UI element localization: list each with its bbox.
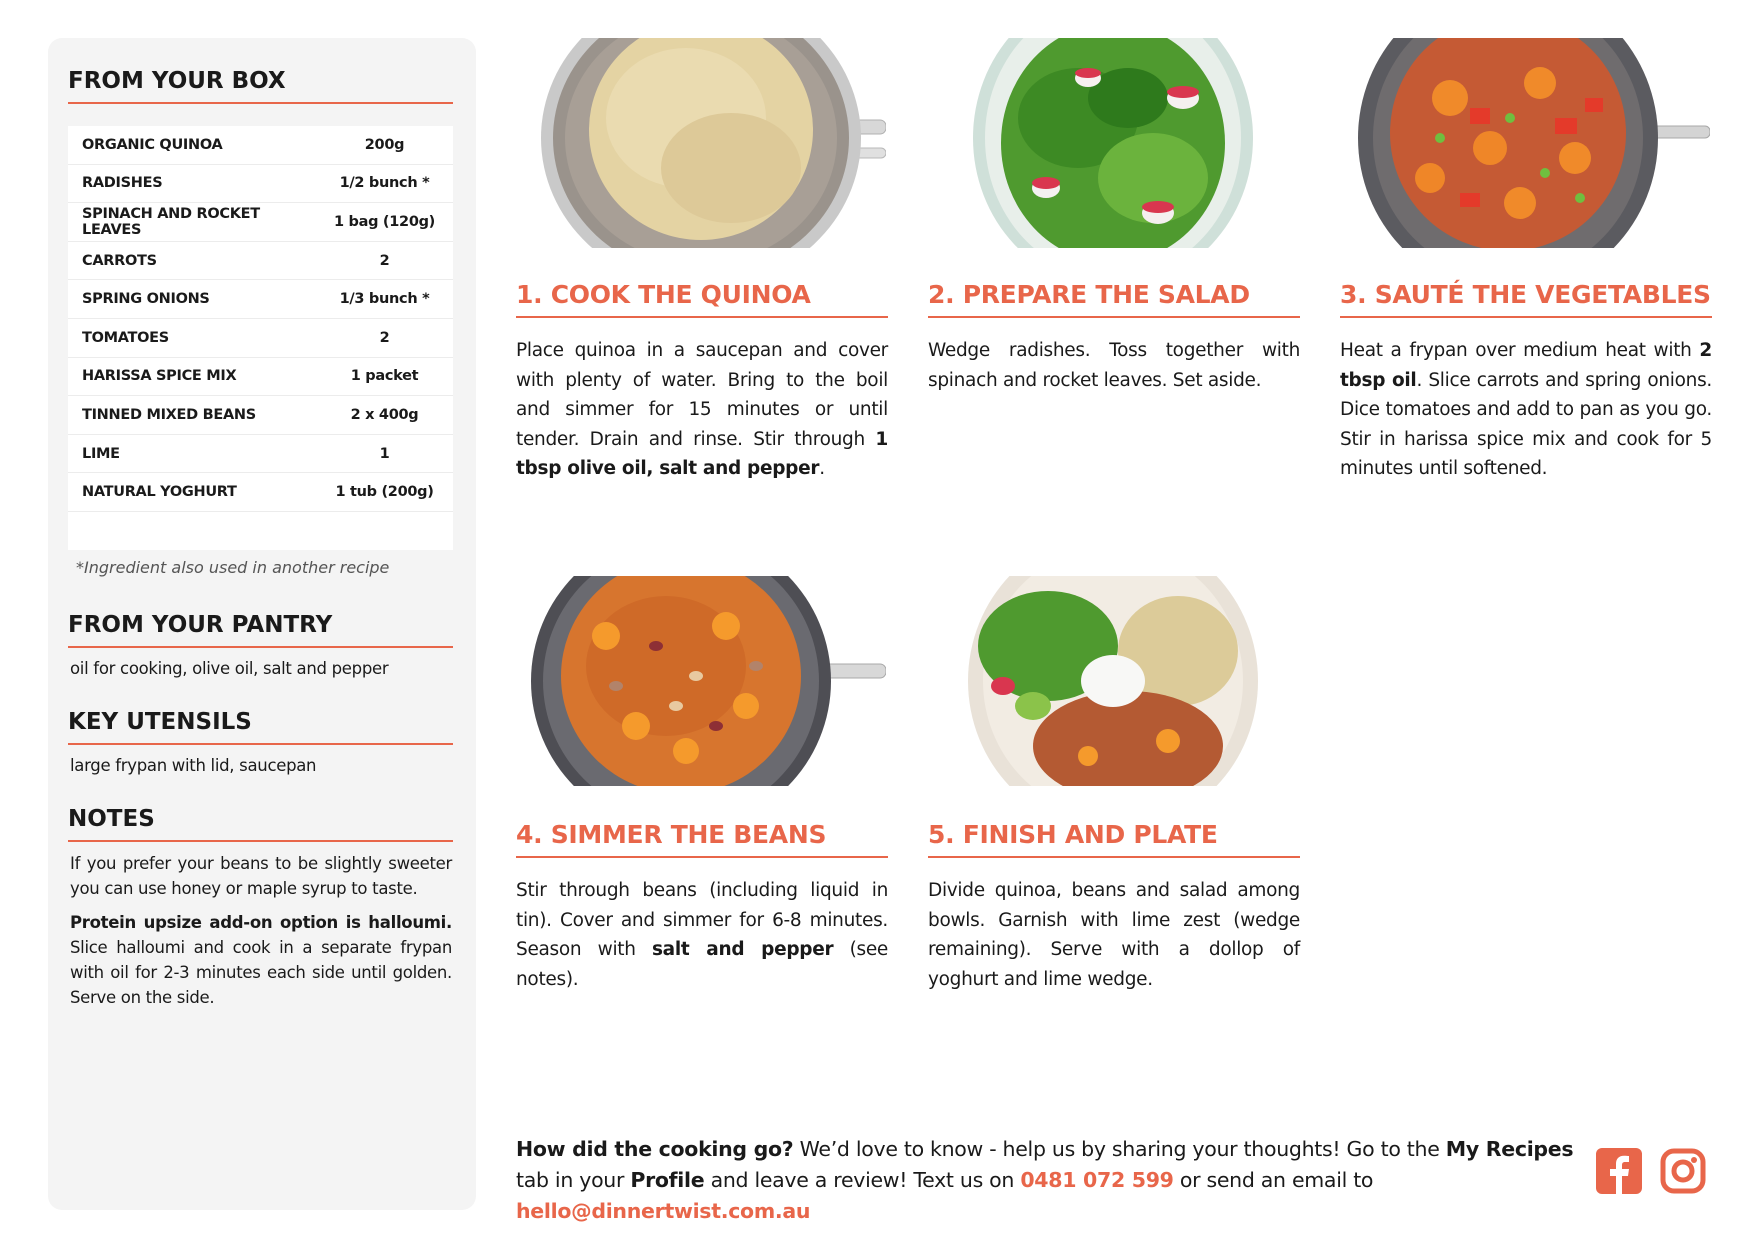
phone-link[interactable]: 0481 072 599 — [1020, 1168, 1174, 1192]
ingredient-row — [68, 165, 453, 204]
ingredient-row — [68, 203, 453, 242]
ingredient-row — [68, 396, 453, 435]
note-halloumi-text: Slice halloumi and cook in a separate frypan with oil for 2-3 minutes each side until golden. Serve on the side. — [70, 938, 452, 1007]
step-2-title: 2. PREPARE THE SALAD — [928, 280, 1300, 318]
ingredient-name: NATURAL YOGHURT — [82, 484, 237, 501]
ingredient-row — [68, 126, 453, 165]
ingredient-qty: 1 tub (200g) — [335, 484, 434, 501]
utensils-heading: KEY UTENSILS — [68, 709, 453, 745]
step-4-text-bold: salt and pepper — [651, 939, 834, 960]
ingredient-row — [68, 242, 453, 281]
feedback-text-3: and leave a review! Text us on — [704, 1168, 1021, 1192]
feedback-question: How did the cooking go? — [516, 1137, 794, 1161]
step-2-text-a: Wedge radishes. Toss together with spinach and rocket leaves. Set aside. — [928, 340, 1300, 391]
step-4-text-b: (see notes). — [516, 939, 888, 990]
beans-photo — [516, 576, 886, 786]
ingredient-name: TINNED MIXED BEANS — [82, 406, 256, 423]
step-5-text-a: Divide quinoa, beans and salad among bowls. Garnish with lime zest (wedge remaining). Serve with a dollop of yoghurt and lime wedge. — [928, 880, 1300, 990]
step-1-text-a: Place quinoa in a saucepan and cover with plenty of water. Bring to the boil and simmer for 15 minutes or until tender. Drain and rinse. Stir through — [516, 340, 888, 450]
note-halloumi-bold: Protein upsize add-on option is halloumi. — [70, 913, 452, 932]
step-1-text-b: . — [819, 458, 825, 479]
ingredient-qty: 1 bag (120g) — [333, 213, 436, 230]
profile-link[interactable]: Profile — [630, 1168, 705, 1192]
step-5-text — [928, 876, 1300, 994]
feedback-message — [516, 1134, 1576, 1227]
pantry-text: oil for cooking, olive oil, salt and pepper — [70, 659, 389, 678]
vegetables-photo — [1340, 38, 1710, 248]
email-link[interactable]: hello@dinnertwist.com.au — [516, 1199, 811, 1223]
step-3-title: 3. SAUTÉ THE VEGETABLES — [1340, 280, 1712, 318]
step-3-text-b: . Slice carrots and spring onions. Dice tomatoes and add to pan as you go. Stir in harissa spice mix and cook for 5 minutes until softened. — [1340, 369, 1712, 479]
ingredient-name: TOMATOES — [82, 329, 169, 346]
ingredient-qty: 200g — [364, 136, 405, 153]
ingredients-panel — [48, 38, 476, 1210]
ingredient-name: RADISHES — [82, 175, 163, 192]
instagram-icon[interactable] — [1660, 1148, 1706, 1194]
step-4-text-a: Stir through beans (including liquid in tin). Cover and simmer for 6-8 minutes. Season with — [516, 880, 888, 960]
ingredient-qty: 1 — [379, 445, 390, 462]
step-2-text — [928, 336, 1300, 395]
ingredient-qty: 2 x 400g — [350, 406, 419, 423]
ingredient-row — [68, 435, 453, 474]
ingredient-name: SPRING ONIONS — [82, 291, 210, 308]
step-3-text — [1340, 336, 1712, 484]
from-box-heading: FROM YOUR BOX — [68, 68, 453, 104]
pantry-heading: FROM YOUR PANTRY — [68, 612, 453, 648]
step-3-text-a: Heat a frypan over medium heat with — [1340, 340, 1700, 361]
ingredient-row — [68, 319, 453, 358]
step-3-text-bold: 2 tbsp oil — [1340, 340, 1712, 391]
ingredient-name: LIME — [82, 445, 120, 462]
facebook-icon[interactable] — [1596, 1148, 1642, 1194]
ingredient-name: CARROTS — [82, 252, 157, 269]
step-5-title: 5. FINISH AND PLATE — [928, 820, 1300, 858]
ingredient-row — [68, 280, 453, 319]
ingredient-qty: 1/3 bunch * — [339, 291, 430, 308]
salad-photo — [928, 38, 1298, 248]
ingredient-row — [68, 358, 453, 397]
feedback-text-4: or send an email to — [1173, 1168, 1374, 1192]
ingredient-qty: 1 packet — [350, 368, 419, 385]
ingredient-name: HARISSA SPICE MIX — [82, 368, 237, 385]
step-1-title: 1. COOK THE QUINOA — [516, 280, 888, 318]
step-1-text — [516, 336, 888, 484]
note-halloumi — [70, 910, 452, 1010]
utensils-text: large frypan with lid, saucepan — [70, 756, 317, 775]
feedback-text-1: We’d love to know - help us by sharing your thoughts! Go to the — [793, 1137, 1446, 1161]
ingredient-qty: 1/2 bunch * — [339, 175, 430, 192]
ingredient-name: ORGANIC QUINOA — [82, 136, 223, 153]
step-4-title: 4. SIMMER THE BEANS — [516, 820, 888, 858]
feedback-text-2: tab in your — [516, 1168, 631, 1192]
ingredient-name: SPINACH AND ROCKET LEAVES — [82, 205, 260, 238]
ingredient-table — [68, 126, 453, 550]
plated-photo — [928, 576, 1298, 786]
ingredient-qty: 2 — [379, 252, 390, 269]
step-4-text — [516, 876, 888, 994]
my-recipes-link[interactable]: My Recipes — [1445, 1137, 1574, 1161]
ingredient-row — [68, 473, 453, 512]
note-sweetener: If you prefer your beans to be slightly sweeter you can use honey or maple syrup to taste. — [70, 854, 452, 898]
quinoa-photo — [516, 38, 886, 248]
step-1-text-bold: 1 tbsp olive oil, salt and pepper — [516, 428, 888, 479]
ingredient-qty: 2 — [379, 329, 390, 346]
notes-heading: NOTES — [68, 806, 453, 842]
ingredient-footnote: *Ingredient also used in another recipe — [76, 558, 390, 577]
